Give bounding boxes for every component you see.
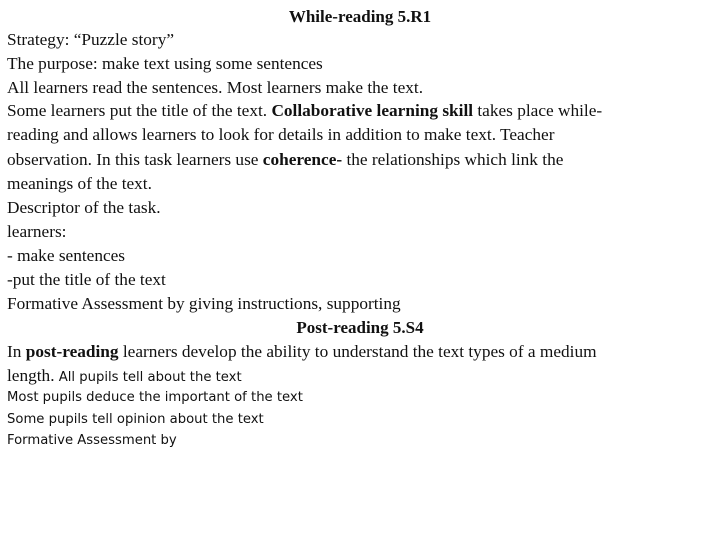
strategy-line: Strategy: “Puzzle story”: [7, 30, 174, 49]
observation-line: [7, 150, 563, 170]
some-learners-line: [7, 101, 602, 121]
observation-text: observation. In this task learners use: [7, 150, 263, 169]
post-reading-term: post-reading: [25, 342, 119, 361]
descriptor-item-put-title: -put the title of the text: [7, 270, 166, 289]
meanings-line: meanings of the text.: [7, 174, 152, 193]
reading-line: reading and allows learners to look for details in addition to make text. Teacher: [7, 125, 555, 144]
descriptor-item-make-sentences: - make sentences: [7, 246, 126, 265]
formative-assessment-line: Formative Assessment by giving instructions, supporting: [7, 294, 401, 313]
all-pupils-text: All pupils tell about the text: [54, 370, 242, 385]
length-text: length.: [7, 366, 55, 385]
coherence-term: coherence-: [262, 150, 343, 169]
post-formative-line: Formative Assessment by: [7, 433, 177, 448]
length-line: [7, 366, 242, 386]
post-reading-title: [0, 318, 720, 338]
some-learners-text: Some learners put the title of the text.: [7, 101, 272, 120]
develop-ability-text: learners develop the ability to understand the text types of a medium: [118, 342, 597, 361]
some-pupils-line: Some pupils tell opinion about the text: [7, 412, 264, 427]
while-text: takes place while-: [473, 101, 603, 120]
relationships-text: the relationships which link the: [342, 150, 564, 169]
descriptor-line: Descriptor of the task.: [7, 198, 161, 217]
while-reading-title: While-reading 5.R1: [288, 7, 432, 26]
learners-label: learners:: [7, 222, 67, 241]
post-reading-line: [7, 342, 597, 362]
purpose-line: The purpose: make text using some sentences: [7, 54, 323, 73]
post-reading-title-text: Post-reading 5.S4: [296, 318, 424, 337]
most-pupils-line: Most pupils deduce the important of the text: [7, 390, 303, 405]
collaborative-skill-term: Collaborative learning skill: [271, 101, 474, 120]
in-text: In: [7, 342, 26, 361]
all-learners-line: All learners read the sentences. Most learners make the text.: [7, 78, 424, 97]
